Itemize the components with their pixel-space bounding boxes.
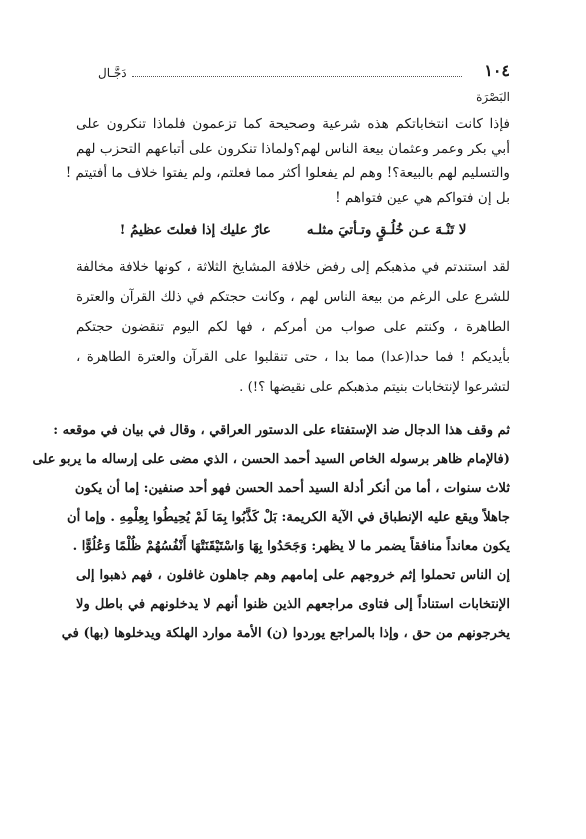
- page-number: ١٠٤: [484, 61, 510, 80]
- text-line: بل إن فتواكم هي عين فتواهم !: [335, 190, 510, 207]
- text-line: ثلاث سنوات ، أما من أنكر أدلة السيد أحمد الحسن فهو أحد صنفين: إما أن يكون: [74, 480, 510, 496]
- text-line: أبي بكر وعمر وعثمان بيعة الناس لهم؟ولماذا تنكرون على أتباعهم التحزب لهم: [76, 140, 510, 157]
- poem-verse: [76, 214, 510, 246]
- text-line: والتسليم لهم بالبيعة؟! وهم لم يفعلوا أكثر مما فعلتم، ولم يفتوا خلاف ما أفتيتم !: [65, 165, 510, 182]
- paragraph-3: [32, 416, 510, 648]
- paragraph-1: [65, 112, 510, 211]
- text-line: للشرع على الرغم من بيعة الناس لهم ، وكانت حجتكم في ذلك القرآن والعترة: [76, 289, 510, 305]
- poem-hemistich-right: لا تَنْـهَ عـن خُلُـقٍ وتـأتيَ مثلـه: [306, 221, 467, 238]
- text-line: لقد استندتم في مذهبكم إلى رفض خلافة المشايخ الثلاثة ، كونها خلافة مخالفة: [76, 259, 510, 275]
- poem-hemistich-left: عارٌ عليك إذا فعلتَ عظيمُ !: [119, 221, 271, 238]
- text-line: بأيديكم ! فما حدا(عدا) مما بدا ، حتى تنقلبوا على القرآن والعترة الطاهرة ،: [76, 349, 510, 365]
- text-line: ثم وقف هذا الدجال ضد الإستفتاء على الدستور العراقي ، وقال في بيان في موقعه :: [53, 422, 510, 438]
- text-line: (فالإمام ظاهر برسوله الخاص السيد أحمد الحسن ، الذي مضى على إرساله ما يربو على: [32, 451, 510, 467]
- text-line: يكون معانداً منافقاً يضمر ما لا يظهر: وَجَحَدُوا بِهَا وَاسْتَيْقَنَتْهَا أَنْفُسُهُمْ ظُلْمًا وَعُلُوًّا .: [72, 538, 510, 554]
- text-line: جاهلاً ويقع عليه الإنطباق في الآية الكريمة: بَلْ كَذَّبُوا بِمَا لَمْ يُحِيطُوا بِعِلْمِهِ . وإما أن: [66, 509, 510, 525]
- running-title: دَجَّـال: [98, 66, 127, 80]
- text-line: يخرجونهم من حق ، وإذا بالمراجع يوردوا (ن) الأمة موارد الهلكة ويدخلوها (بها) في: [61, 625, 510, 641]
- text-line: إن الناس تحملوا إثم خروجهم على إمامهم وهم جاهلون غافلون ، فهم ذهبوا إلى: [76, 567, 510, 583]
- text-line: فإذا كانت انتخاباتكم هذه شرعية وصحيحة كما تزعمون فلماذا تنكرون على: [76, 116, 510, 132]
- paragraph-2: [76, 253, 510, 403]
- section-label: البَصْرَة: [476, 90, 510, 104]
- page-body: [32, 112, 510, 648]
- header-divider: [132, 76, 462, 77]
- text-line: لتشرعوا لإنتخابات بنيتم مذهبكم على نقيضها ؟!) .: [239, 379, 510, 395]
- text-line: الإنتخابات استناداً إلى فتاوى مراجعهم الذين ظنوا أنهم لا يدخلونهم في باطل ولا: [76, 596, 510, 612]
- text-line: الطاهرة ، وكنتم على صواب من أمركم ، فها لكم اليوم تنقضون حجتكم: [76, 319, 510, 335]
